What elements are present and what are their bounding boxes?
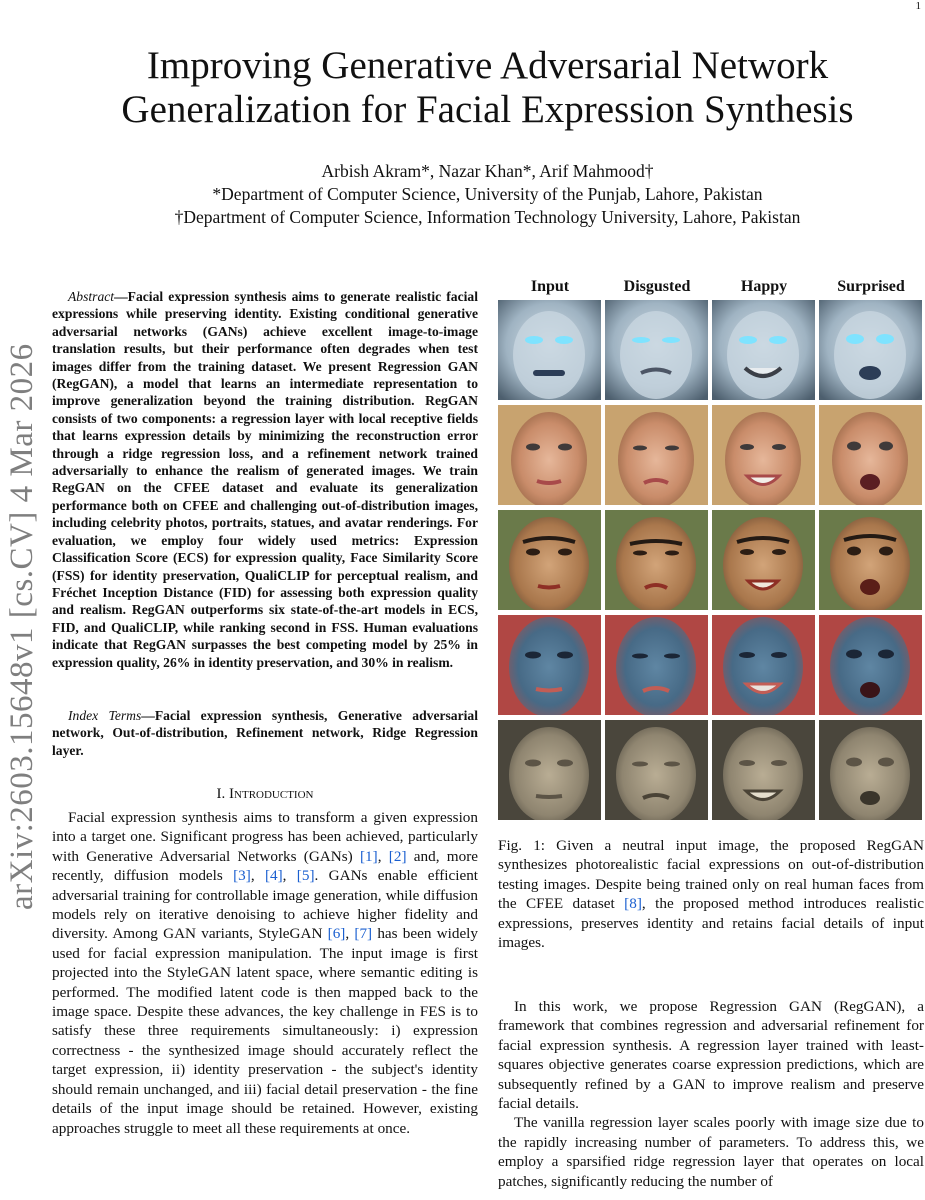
column-header-disgusted: Disgusted: [623, 278, 691, 295]
index-terms-text: —Facial expression synthesis, Generative adversarial network, Out-of-distribution, Refinement network, Ridge Regression layer.: [52, 708, 478, 758]
intro-sep: ,: [377, 847, 389, 865]
right-column-body: [498, 997, 924, 1191]
section-number: I.: [216, 786, 226, 802]
citation-link[interactable]: [3]: [233, 867, 251, 885]
face-image-artwork-happy: [712, 615, 815, 715]
abstract-label: Abstract: [68, 289, 115, 304]
citation-link[interactable]: [7]: [354, 925, 373, 943]
face-image-statue-disgusted: [605, 720, 708, 820]
intro-text: Facial expression synthesis aims to transform a given expression into a target one. Significant progress has been achieved, particularly with Generative Adversarial Networks (GANs): [52, 809, 478, 865]
face-image-celebrity-disgusted: [605, 405, 708, 505]
column-header-input: Input: [530, 278, 570, 295]
paragraph: The vanilla regression layer scales poorly with image size due to the rapidly increasing number of parameters. To address this, we employ a sparsified ridge regression layer that operates on local patches, significantly reducing the number of: [498, 1114, 924, 1190]
face-image-artwork-input: [498, 615, 601, 715]
face-image-portrait-disgusted: [605, 510, 708, 610]
face-image-ghost-disgusted: [605, 300, 708, 400]
citation-link[interactable]: [2]: [388, 847, 407, 865]
affiliation-1: *Department of Computer Science, University of the Punjab, Lahore, Pakistan: [212, 184, 763, 204]
intro-sep: ,: [345, 925, 355, 943]
section-heading: [52, 786, 478, 803]
face-image-celebrity-surprised: [819, 405, 922, 505]
citation-link[interactable]: [5]: [296, 867, 315, 885]
face-image-statue-input: [498, 720, 601, 820]
author-list: Arbish Akram*, Nazar Khan*, Arif Mahmood†: [321, 161, 654, 181]
face-image-artwork-disgusted: [605, 615, 708, 715]
column-header-happy: Happy: [740, 278, 788, 295]
arxiv-stamp: arXiv:2603.15648v1 [cs.CV] 4 Mar 2026: [4, 343, 40, 910]
paper-title: Improving Generative Adversarial Network Generalization for Facial Expression Synthesis: [121, 44, 854, 131]
paragraph: In this work, we propose Regression GAN (RegGAN), a framework that combines regression and adversarial refinement for facial expression synthesis. A regression layer trained with least-squares objective generates coarse expression predictions, which are subsequently refined by a GAN to improve realism and preserve facial details.: [498, 998, 924, 1113]
intro-paragraph: [52, 808, 478, 1138]
page-number: 1: [915, 0, 921, 12]
figure-image-grid: [498, 300, 924, 820]
intro-text: has been widely used for facial expression manipulation. The input image is first projected into the StyleGAN latent space, where semantic editing is performed. The modified latent code is then mapped back to the image space. Despite these advances, the key challenge in FES is to satisfy these three requirements simultaneously: i) expression correctness - the synthesized image should accurately reflect the target expression, ii) identity preservation - the subject's identity should remain unchanged, and iii) facial detail preservation - the fine details of the input image should be retained. However, existing approaches struggle to meet all these requirements at once.: [52, 925, 478, 1137]
face-image-portrait-surprised: [819, 510, 922, 610]
affiliation-2: †Department of Computer Science, Information Technology University, Lahore, Pakistan: [174, 207, 801, 227]
face-image-celebrity-input: [498, 405, 601, 505]
index-terms-label: Index Terms: [68, 708, 142, 723]
intro-text: and, more recently, diffusion models: [52, 847, 479, 885]
face-image-celebrity-happy: [712, 405, 815, 505]
face-image-ghost-happy: [712, 300, 815, 400]
figure-caption: [498, 836, 924, 952]
abstract-text: —Facial expression synthesis aims to generate realistic facial expressions while preserving identity. Existing conditional generative adversarial networks (GANs) achieve excellent image-to-image translation results, but their performance often degrades when test images differ from the training dataset. We present Regression GAN (RegGAN), a model that learns an intermediate representation to improve generalization beyond the training distribution. RegGAN consists of two components: a regression layer with local receptive fields that learns expression details by minimizing the reconstruction error through a ridge regression loss, and a refinement network trained adversarially to enhance the realism of generated images. We train RegGAN on the CFEE dataset and evaluate its generalization performance both on CFEE and challenging out-of-distribution images, including celebrity photos, portraits, statues, and avatar renderings. For evaluation, we employ four widely used metrics: Expression Classification Score (ECS) for expression quality, Face Similarity Score (FSS) for identity preservation, QualiCLIP for perceptual realism, and Fréchet Inception Distance (FID) for assessing both expression quality and realism. RegGAN outperforms six state-of-the-art models in ECS, FID, and QualiCLIP, while ranking second in FSS. Human evaluations indicate that RegGAN surpasses the best competing model by 25% in expression quality, 26% in identity preservation, and 30% in realism.: [52, 289, 478, 670]
face-image-ghost-surprised: [819, 300, 922, 400]
intro-sep: ,: [282, 867, 297, 885]
citation-link[interactable]: [6]: [327, 925, 346, 943]
intro-sep: ,: [250, 867, 265, 885]
column-header-surprised: Surprised: [837, 278, 905, 295]
intro-text: . GANs enable efficient adversarial training for controllable image generation, while diffusion models rely on iterative denoising to achieve higher fidelity and diversity. Among GAN variants, StyleGAN: [52, 867, 479, 943]
caption-text: Fig. 1: Given a neutral input image, the proposed RegGAN synthesizes photorealistic facial expressions on out-of-distribution testing images. Despite being trained only on real human faces from the CFEE dataset: [498, 837, 924, 913]
face-image-statue-surprised: [819, 720, 922, 820]
face-image-artwork-surprised: [819, 615, 922, 715]
face-image-portrait-input: [498, 510, 601, 610]
face-image-ghost-input: [498, 300, 601, 400]
index-terms: [52, 707, 478, 759]
abstract: [52, 288, 478, 671]
caption-text: , the proposed method introduces realistic expressions, preserves identity and retains facial details of input images.: [498, 895, 924, 952]
citation-link[interactable]: [8]: [624, 895, 642, 913]
citation-link[interactable]: [1]: [360, 847, 378, 865]
section-title: Introduction: [229, 786, 314, 802]
face-image-portrait-happy: [712, 510, 815, 610]
figure-column-headers: [498, 278, 924, 300]
face-image-statue-happy: [712, 720, 815, 820]
citation-link[interactable]: [4]: [264, 867, 283, 885]
